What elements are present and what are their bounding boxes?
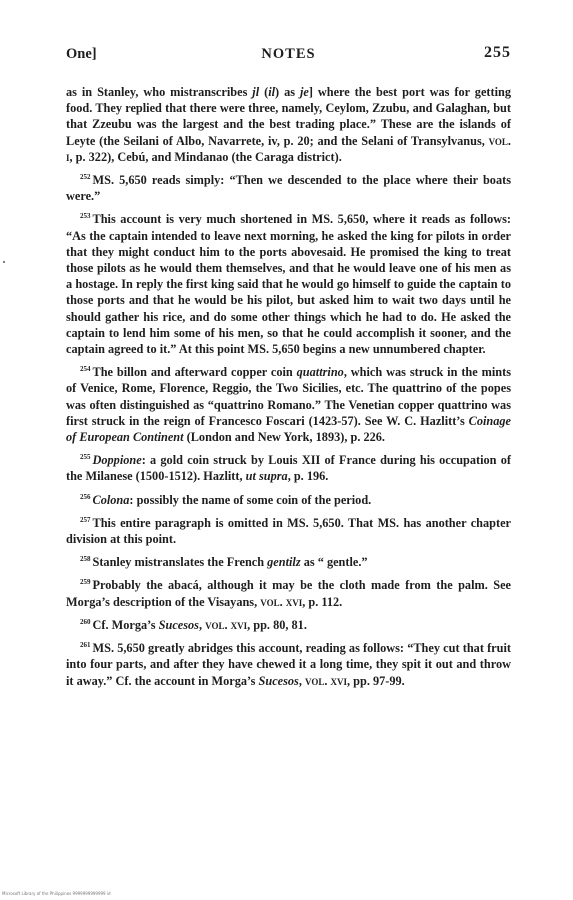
text-run: : a gold coin struck by Louis XII of France during his occupation of the Milanese (1500-1512). Hazlitt,: [66, 453, 511, 484]
footnote-261: [66, 640, 511, 689]
italic-text: jl: [252, 85, 260, 99]
footnote-number: 259: [80, 578, 91, 587]
footnote-number: 253: [80, 212, 91, 221]
running-header: [66, 46, 511, 70]
header-title: NOTES: [261, 46, 316, 62]
page-number: 255: [484, 44, 511, 61]
italic-text: ut supra: [245, 469, 288, 484]
footnote-257: [66, 515, 511, 547]
text-run: as in Stanley, who mistranscribes: [66, 85, 253, 99]
text-run: , p. 112.: [302, 594, 343, 609]
text-run: , pp. 97-99.: [347, 673, 405, 688]
italic-text: gentilz: [267, 555, 301, 570]
italic-text: Sucesos: [258, 673, 299, 688]
italic-text: quattrino: [296, 365, 344, 380]
margin-speck: [3, 261, 5, 263]
footnote-255: [66, 452, 511, 484]
small-caps-text: i: [66, 149, 70, 164]
footnote-number: 257: [80, 515, 91, 524]
text-run: ] where the best port was for getting food. They replied that there were three, namely, Ceylom, Zzubu, and Galaghan, but that Zzeubu was the largest and the best trading place.” These are the islands of Leyte (the Seilani of Albo, Navarrete, iv, p. 20; and the Selani of Transylvanus,: [66, 85, 511, 148]
text-run: , p. 196.: [287, 469, 329, 484]
header-chapter-ref: One]: [66, 46, 97, 62]
text-run: , pp. 80, 81.: [247, 617, 307, 632]
small-caps-text: vol. xvi: [205, 617, 248, 632]
italic-text: Sucesos: [158, 617, 199, 632]
footnote-253: [66, 211, 511, 357]
text-run: ,: [298, 673, 306, 688]
footnote-number: 252: [80, 173, 91, 182]
footnote-254: [66, 364, 511, 445]
text-run: , which was struck in the mints of Venice, Rome, Florence, Reggio, the Two Sicilies, etc. The quattrino of the popes was often distinguished as “quattrino Romano.” The Venetian copper quattrino was first struck in the reign of Francesco Foscari (1423-57). See W. C. Hazlitt’s: [66, 365, 511, 428]
italic-text: Colona: [92, 492, 130, 507]
footnote-number: 261: [80, 641, 91, 650]
footnote-number: 256: [80, 492, 91, 501]
text-run: as “ gentle.”: [300, 555, 368, 570]
text-run: The billon and afterward copper coin: [92, 365, 297, 380]
text-run: (London and New York, 1893), p. 226.: [183, 430, 385, 445]
notes-body: [66, 84, 511, 696]
footnote-252: [66, 172, 511, 204]
footnote-number: 258: [80, 555, 91, 564]
text-run: Cf. Morga’s: [92, 617, 159, 632]
text-run: MS. 5,650 reads simply: “Then we descended to the place where their boats were.”: [66, 173, 511, 204]
small-caps-text: vol. xvi: [260, 594, 303, 609]
footnote-number: 255: [80, 453, 91, 462]
continued-paragraph: [66, 84, 511, 165]
text-run: This entire paragraph is omitted in MS. 5,650. That MS. has another chapter division at this point.: [66, 515, 511, 547]
text-run: This account is very much shortened in MS. 5,650, where it reads as follows: “As the captain intended to leave next morning, he asked the king for pilots in order that they might conduct him to the ports abovesaid. He promised the king to treat those pilots as he would them themselves, and that he would leave one of his men as a hostage. In reply the first king said that he would go himself to guide the captain to those ports and that he would be his pilot, but asked him to wait two days until he should gather his rice, and do some other things which he had to do. He asked the captain to lend him some of his men, so that he could accomplish it sooner, and the captain agreed to it.” At this point MS. 5,650 begins a new unnumbered chapter.: [66, 212, 511, 357]
italic-text: Coinage of European Continent: [66, 413, 511, 445]
italic-text: il: [268, 85, 276, 99]
italic-text: Doppione: [92, 453, 142, 468]
text-run: : possibly the name of some coin of the period.: [129, 492, 372, 507]
text-run: Stanley mistranslates the French: [92, 555, 268, 570]
text-run: Probably the abacá, although it may be the cloth made from the palm. See Morga’s description of the Visayans,: [66, 578, 511, 609]
text-run: (: [259, 85, 269, 99]
footnote-256: [66, 492, 511, 508]
scan-footer: Microsoft Library of the Philippines 9999999999999 id: [2, 891, 111, 896]
small-caps-text: vol.: [488, 133, 511, 148]
footnote-number: 254: [80, 365, 91, 374]
footnote-number: 260: [80, 617, 91, 626]
footnote-260: [66, 617, 511, 633]
text-run: , p. 322), Cebú, and Mindanao (the Caraga district).: [69, 149, 342, 164]
text-run: ) as: [275, 85, 300, 99]
text-run: MS. 5,650 greatly abridges this account, reading as follows: “They cut that fruit into four parts, and after they have chewed it a long time, they spit it out and throw it away.” Cf. the account in Morga’s: [66, 641, 511, 688]
footnote-259: [66, 577, 511, 609]
text-run: ,: [198, 617, 206, 632]
footnote-258: [66, 554, 511, 570]
small-caps-text: vol. xvi: [305, 673, 347, 688]
italic-text: je: [299, 85, 309, 99]
